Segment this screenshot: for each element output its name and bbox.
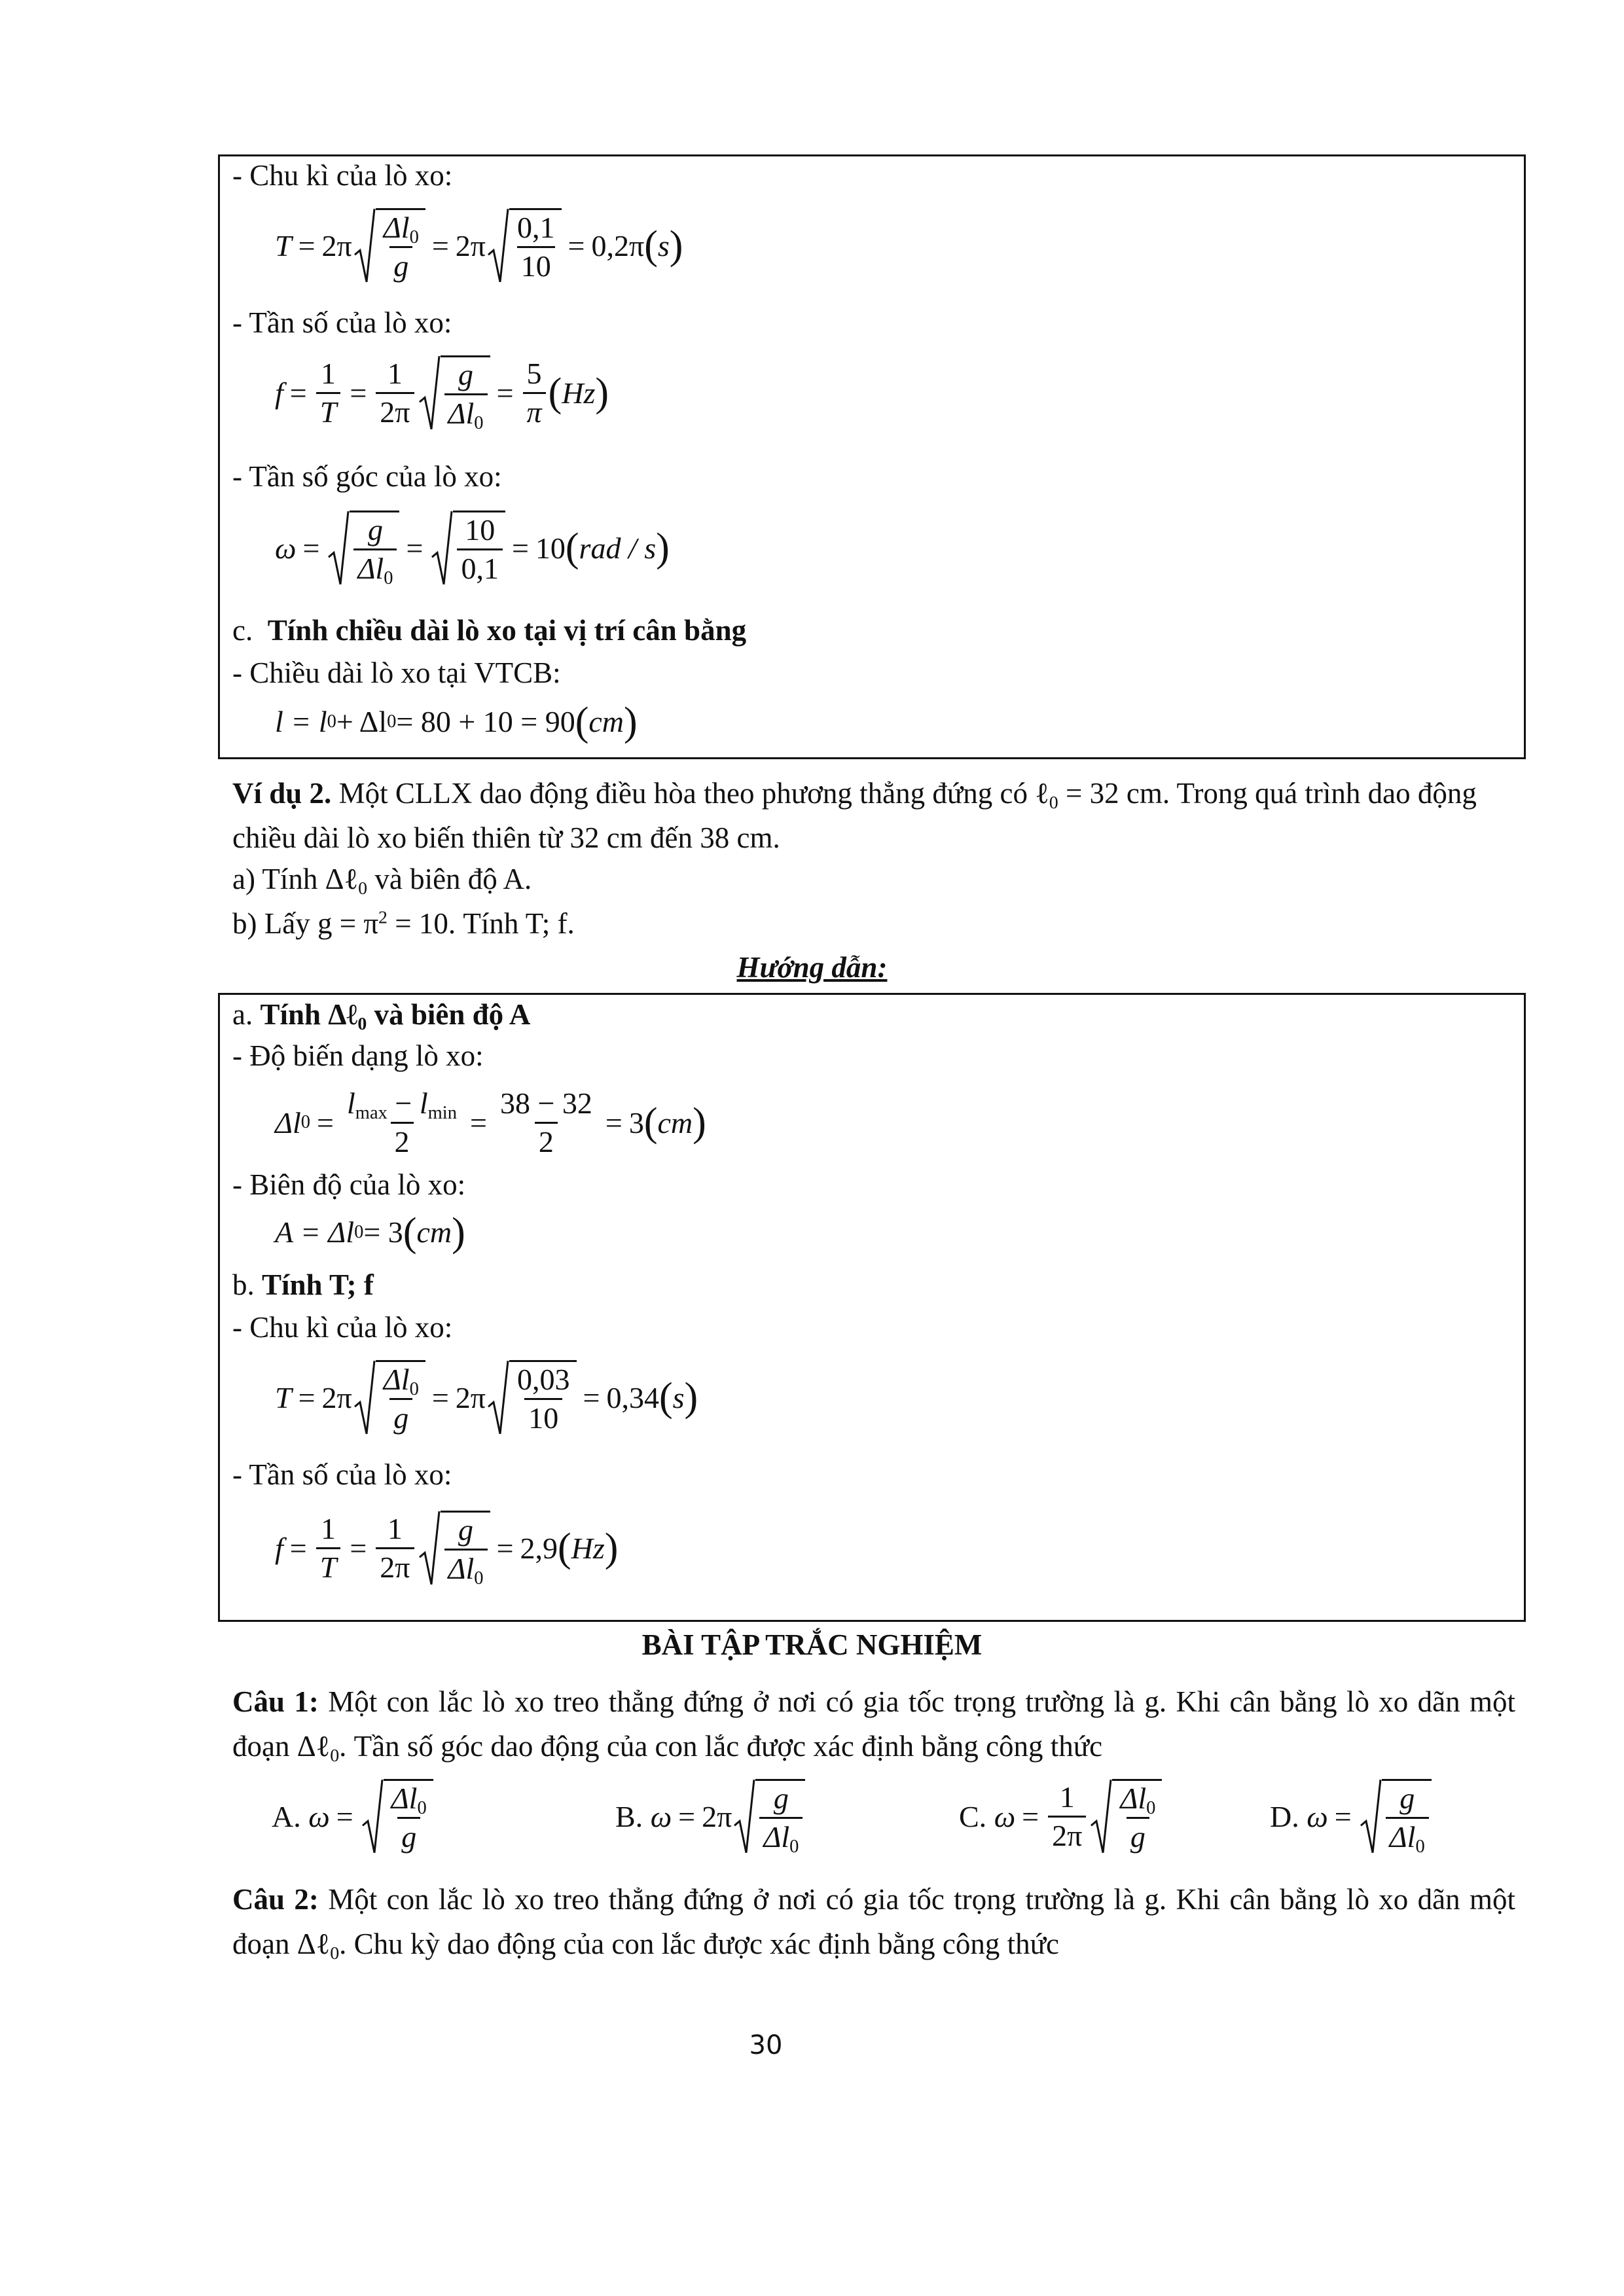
period-equation-2: T = 2π $\frac{\Delta l_0}{g}$ = 2π $\frac{0,03}{10}$ = 0,34 ( s ) xyxy=(275,1348,698,1446)
period-line: - Chu kì của lò xo: xyxy=(232,159,453,192)
option-d[interactable]: D. ω = $\frac{g}{\Delta l_0}$ xyxy=(1270,1767,1432,1865)
exercises-heading: BÀI TẬP TRẮC NGHIỆM xyxy=(641,1628,983,1661)
deformation-line: - Độ biến dạng lò xo: xyxy=(232,1039,484,1072)
part-c-heading: c. Tính chiều dài lò xo tại vị trí cân bằng xyxy=(232,614,747,647)
question-1: Câu 1: Một con lắc lò xo treo thẳng đứng ở nơi có gia tốc trọng trường là g. Khi cân bằng lò xo dãn một đoạn Δℓ$_0$. Tần số góc dao động của con lắc được xác định bằng công thức xyxy=(232,1685,1515,1766)
option-a[interactable]: A. ω = $\frac{\Delta l_0}{g}$ xyxy=(272,1767,433,1865)
example-2-statement: Ví dụ 2. Một CLLX dao động điều hòa theo phương thẳng đứng có ℓ$_0$ = 32 cm. Trong quá trình dao động chiều dài lò xo biến thiên từ 32 cm đến 38 cm. xyxy=(232,777,1477,854)
period-line-2: - Chu kì của lò xo: xyxy=(232,1311,453,1344)
frequency-equation-2: f = $\frac{1}{T}$ = $\frac{1}{2\pi}$ $\frac{g}{\Delta l_0}$ = 2,9 ( Hz ) xyxy=(275,1511,619,1588)
part-b-heading: b. Tính T; f xyxy=(232,1268,374,1301)
frequency-line-2: - Tần số của lò xo: xyxy=(232,1458,452,1491)
page-number: 30 xyxy=(749,2030,783,2060)
angular-frequency-line: - Tần số góc của lò xo: xyxy=(232,460,502,493)
deformation-equation: Δl 0 = $\frac{l_{max} - l_{min}}{2}$ = $\frac{38 - 32}{2}$ = 3 ( cm ) xyxy=(275,1086,706,1158)
length-equation: l = l 0 + Δl 0 = 80 + 10 = 90 ( cm ) xyxy=(275,699,638,744)
option-b[interactable]: B. ω = 2π $\frac{g}{\Delta l_0}$ xyxy=(615,1767,805,1865)
part-a-heading: a. Tính Δℓ$_0$ và biên độ A xyxy=(232,998,531,1034)
guide-heading: Hướng dẫn: xyxy=(736,951,888,984)
question-2: Câu 2: Một con lắc lò xo treo thẳng đứng ở nơi có gia tốc trọng trường là g. Khi cân bằng lò xo dãn một đoạn Δℓ$_0$. Chu kỳ dao động của con lắc được xác định bằng công thức xyxy=(232,1883,1515,1964)
frequency-equation: f = $\frac{1}{T}$ = $\frac{1}{2\pi}$ $\frac{g}{\Delta l_0}$ = $\frac{5}{\pi}$ ( Hz ) xyxy=(275,356,609,433)
angular-frequency-equation: ω = $\frac{g}{\Delta l_0}$ = $\frac{10}{0,1}$ = 10 ( rad / s ) xyxy=(275,499,670,597)
frequency-line: - Tần số của lò xo: xyxy=(232,306,452,339)
amplitude-equation: A = Δl 0 = 3 ( cm ) xyxy=(275,1210,465,1255)
option-c[interactable]: C. ω = $\frac{1}{2\pi}$ $\frac{\Delta l_0}{g}$ xyxy=(959,1767,1162,1865)
example-2-question-b: b) Lấy $g = \pi^2 = 10$. Tính T; f. xyxy=(232,907,575,940)
length-line: - Chiều dài lò xo tại VTCB: xyxy=(232,656,561,689)
period-equation: T = 2π $\frac{\Delta l_0}{g}$ = 2π $\frac{0,1}{10}$ = 0,2π ( s ) xyxy=(275,196,683,295)
example-2-question-a: a) Tính Δℓ$_0$ và biên độ A. xyxy=(232,863,532,899)
amplitude-line: - Biên độ của lò xo: xyxy=(232,1168,466,1201)
